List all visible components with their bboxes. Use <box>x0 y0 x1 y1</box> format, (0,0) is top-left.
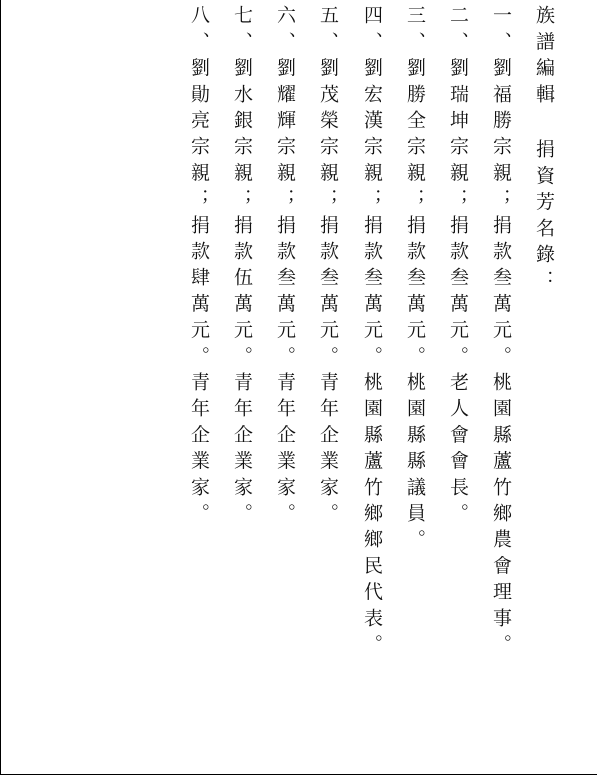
donor-entry-1: 一、劉福勝宗親；捐款叁萬元。桃園縣蘆竹鄉農會理事。 <box>490 5 512 660</box>
donor-entry-8: 八、劉勛亮宗親；捐款肆萬元。青年企業家。 <box>188 5 210 529</box>
donor-entry-6: 六、劉耀輝宗親；捐款叁萬元。青年企業家。 <box>274 5 296 529</box>
donor-entry-2: 二、劉瑞坤宗親；捐款叁萬元。老人會會長。 <box>447 5 469 529</box>
donor-entry-5: 五、劉茂榮宗親；捐款叁萬元。青年企業家。 <box>317 5 339 529</box>
donor-entry-4: 四、劉宏漢宗親；捐款叁萬元。桃園縣蘆竹鄉鄉民代表。 <box>361 5 383 660</box>
donor-entry-3: 三、劉勝全宗親；捐款叁萬元。桃園縣縣議員。 <box>404 5 426 556</box>
donor-entry-7: 七、劉水銀宗親；捐款伍萬元。青年企業家。 <box>231 5 253 529</box>
document-title: 族譜編輯 捐資芳名錄： <box>533 5 555 297</box>
